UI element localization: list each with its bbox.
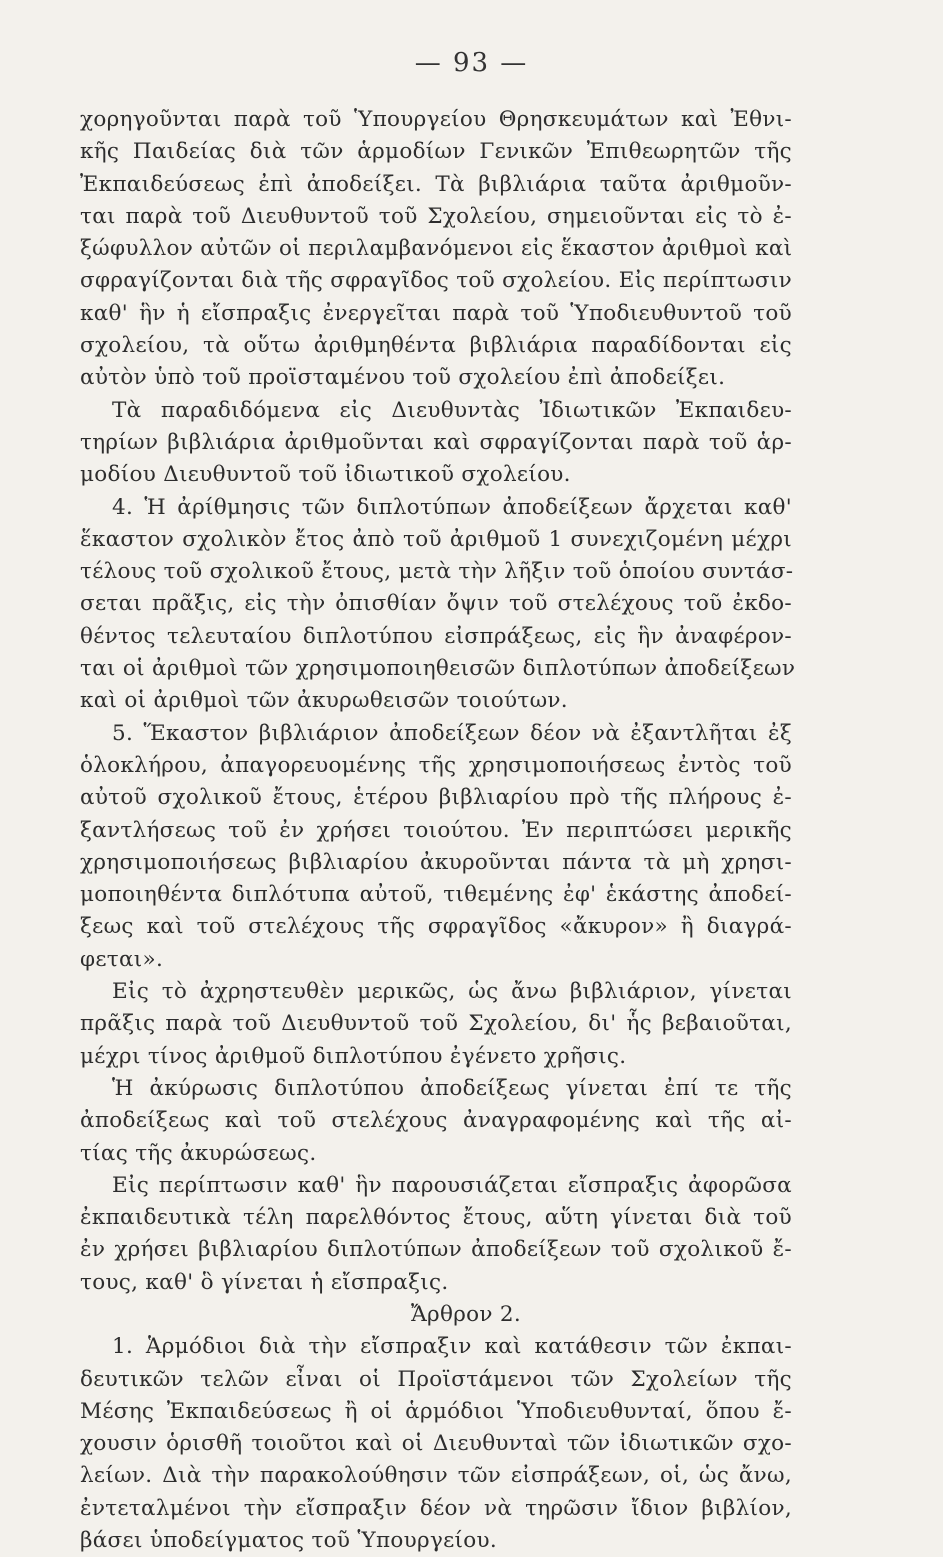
text-line: θέντος τελευταίου διπλοτύπου εἰσπράξεως, εἰς ἣν ἀναφέρον- bbox=[80, 623, 792, 649]
text-line: χουσιν ὁρισθῆ τοιοῦτοι καὶ οἱ Διευθυνταὶ τῶν ἰδιωτικῶν σχο- bbox=[80, 1431, 792, 1457]
text-line: Ἐκπαιδεύσεως ἐπὶ ἀποδείξει. Τὰ βιβλιάρια ταῦτα ἀριθμοῦν- bbox=[80, 171, 792, 197]
text-line: ται οἱ ἀριθμοὶ τῶν χρησιμοποιηθεισῶν διπλοτύπων ἀποδείξεων bbox=[80, 656, 796, 682]
text-line: βάσει ὑποδείγματος τοῦ Ὑπουργείου. bbox=[80, 1528, 498, 1554]
text-line: καθ' ἣν ἡ εἴσπραξις ἐνεργεῖται παρὰ τοῦ Ὑποδιευθυντοῦ τοῦ bbox=[80, 300, 792, 326]
text-line: σχολείου, τὰ οὕτω ἀριθμηθέντα βιβλιάρια παραδίδονται εἰς bbox=[80, 333, 792, 359]
text-line: Τὰ παραδιδόμενα εἰς Διευθυντὰς Ἰδιωτικῶν Ἐκπαιδευ- bbox=[112, 397, 792, 423]
text-line: ται παρὰ τοῦ Διευθυντοῦ τοῦ Σχολείου, σημειοῦνται εἰς τὸ ἐ- bbox=[80, 203, 792, 229]
body-text bbox=[80, 104, 796, 1557]
text-line: Εἰς τὸ ἀχρηστευθὲν μερικῶς, ὡς ἄνω βιβλιάριον, γίνεται bbox=[112, 979, 792, 1005]
text-line: καὶ οἱ ἀριθμοὶ τῶν ἀκυρωθεισῶν τοιούτων. bbox=[80, 688, 568, 714]
text-line: ἐντεταλμένοι τὴν εἴσπραξιν δέον νὰ τηρῶσιν ἴδιον βιβλίον, bbox=[80, 1495, 792, 1521]
text-line: Εἰς περίπτωσιν καθ' ἣν παρουσιάζεται εἴσπραξις ἀφορῶσα bbox=[112, 1172, 792, 1198]
text-line: σεται πρᾶξις, εἰς τὴν ὀπισθίαν ὄψιν τοῦ στελέχους τοῦ ἐκδο- bbox=[80, 591, 792, 617]
text-line: αὐτὸν ὑπὸ τοῦ προϊσταμένου τοῦ σχολείου ἐπὶ ἀποδείξει. bbox=[80, 365, 726, 391]
text-line: Ἡ ἀκύρωσις διπλοτύπου ἀποδείξεως γίνεται ἐπί τε τῆς bbox=[112, 1075, 792, 1101]
text-line: ξεως καὶ τοῦ στελέχους τῆς σφραγῖδος «ἄκυρον» ἢ διαγρά- bbox=[80, 914, 792, 940]
article-heading: Ἄρθρον 2. bbox=[410, 1301, 522, 1327]
text-line: τίας τῆς ἀκυρώσεως. bbox=[80, 1140, 317, 1166]
text-line: ἕκαστον σχολικὸν ἔτος ἀπὸ τοῦ ἀριθμοῦ 1 συνεχιζομένη μέχρι bbox=[80, 526, 792, 552]
text-line: ἐκπαιδευτικὰ τέλη παρελθόντος ἔτους, αὕτη γίνεται διὰ τοῦ bbox=[80, 1205, 792, 1231]
text-line: δευτικῶν τελῶν εἶναι οἱ Προϊστάμενοι τῶν Σχολείων τῆς bbox=[80, 1366, 792, 1392]
text-line: ὁλοκλήρου, ἀπαγορευομένης τῆς χρησιμοποιήσεως ἐντὸς τοῦ bbox=[80, 752, 792, 778]
text-line: 1. Ἁρμόδιοι διὰ τὴν εἴσπραξιν καὶ κατάθεσιν τῶν ἐκπαι- bbox=[112, 1334, 792, 1360]
text-line: λείων. Διὰ τὴν παρακολούθησιν τῶν εἰσπράξεων, οἱ, ὡς ἄνω, bbox=[80, 1463, 792, 1489]
text-line: πρᾶξις παρὰ τοῦ Διευθυντοῦ τοῦ Σχολείου, δι' ἧς βεβαιοῦται, bbox=[80, 1011, 792, 1037]
text-line: τηρίων βιβλιάρια ἀριθμοῦνται καὶ σφραγίζονται παρὰ τοῦ ἁρ- bbox=[80, 429, 792, 455]
page-number: — 93 — bbox=[414, 48, 529, 78]
text-line: μοδίου Διευθυντοῦ τοῦ ἰδιωτικοῦ σχολείου. bbox=[80, 462, 571, 488]
text-line: ξαντλήσεως τοῦ ἐν χρήσει τοιούτου. Ἐν περιπτώσει μερικῆς bbox=[80, 817, 792, 843]
text-line: τέλους τοῦ σχολικοῦ ἔτους, μετὰ τὴν λῆξιν τοῦ ὁποίου συντάσ- bbox=[80, 559, 794, 585]
text-line: σφραγίζονται διὰ τῆς σφραγῖδος τοῦ σχολείου. Εἰς περίπτωσιν bbox=[80, 268, 792, 294]
text-line: χρησιμοποιήσεως βιβλιαρίου ἀκυροῦνται πάντα τὰ μὴ χρησι- bbox=[80, 849, 792, 875]
text-line: ἐν χρήσει βιβλιαρίου διπλοτύπων ἀποδείξεων τοῦ σχολικοῦ ἔ- bbox=[80, 1237, 792, 1263]
text-line: φεται». bbox=[80, 946, 164, 972]
text-line: κῆς Παιδείας διὰ τῶν ἁρμοδίων Γενικῶν Ἐπιθεωρητῶν τῆς bbox=[80, 139, 792, 165]
text-line: Μέσης Ἐκπαιδεύσεως ἢ οἱ ἁρμόδιοι Ὑποδιευθυνταί, ὅπου ἔ- bbox=[80, 1398, 792, 1424]
text-line: χορηγοῦνται παρὰ τοῦ Ὑπουργείου Θρησκευμάτων καὶ Ἐθνι- bbox=[80, 107, 792, 132]
text-line: αὐτοῦ σχολικοῦ ἔτους, ἑτέρου βιβλιαρίου πρὸ τῆς πλήρους ἐ- bbox=[80, 785, 792, 811]
text-line: τους, καθ' ὃ γίνεται ἡ εἴσπραξις. bbox=[80, 1269, 449, 1295]
text-line: ξώφυλλον αὐτῶν οἱ περιλαμβανόμενοι εἰς ἕκαστον ἀριθμοὶ καὶ bbox=[80, 236, 793, 262]
text-line: μέχρι τίνος ἀριθμοῦ διπλοτύπου ἐγένετο χρῆσις. bbox=[80, 1043, 627, 1069]
text-line: μοποιηθέντα διπλότυπα αὐτοῦ, τιθεμένης ἐφ' ἑκάστης ἀποδεί- bbox=[80, 882, 792, 908]
text-line: 4. Ἡ ἀρίθμησις τῶν διπλοτύπων ἀποδείξεων ἄρχεται καθ' bbox=[112, 494, 792, 520]
text-line: 5. Ἕκαστον βιβλιάριον ἀποδείξεων δέον νὰ ἐξαντλῆται ἐξ bbox=[112, 720, 792, 746]
text-line: ἀποδείξεως καὶ τοῦ στελέχους ἀναγραφομένης καὶ τῆς αἰ- bbox=[80, 1108, 792, 1134]
